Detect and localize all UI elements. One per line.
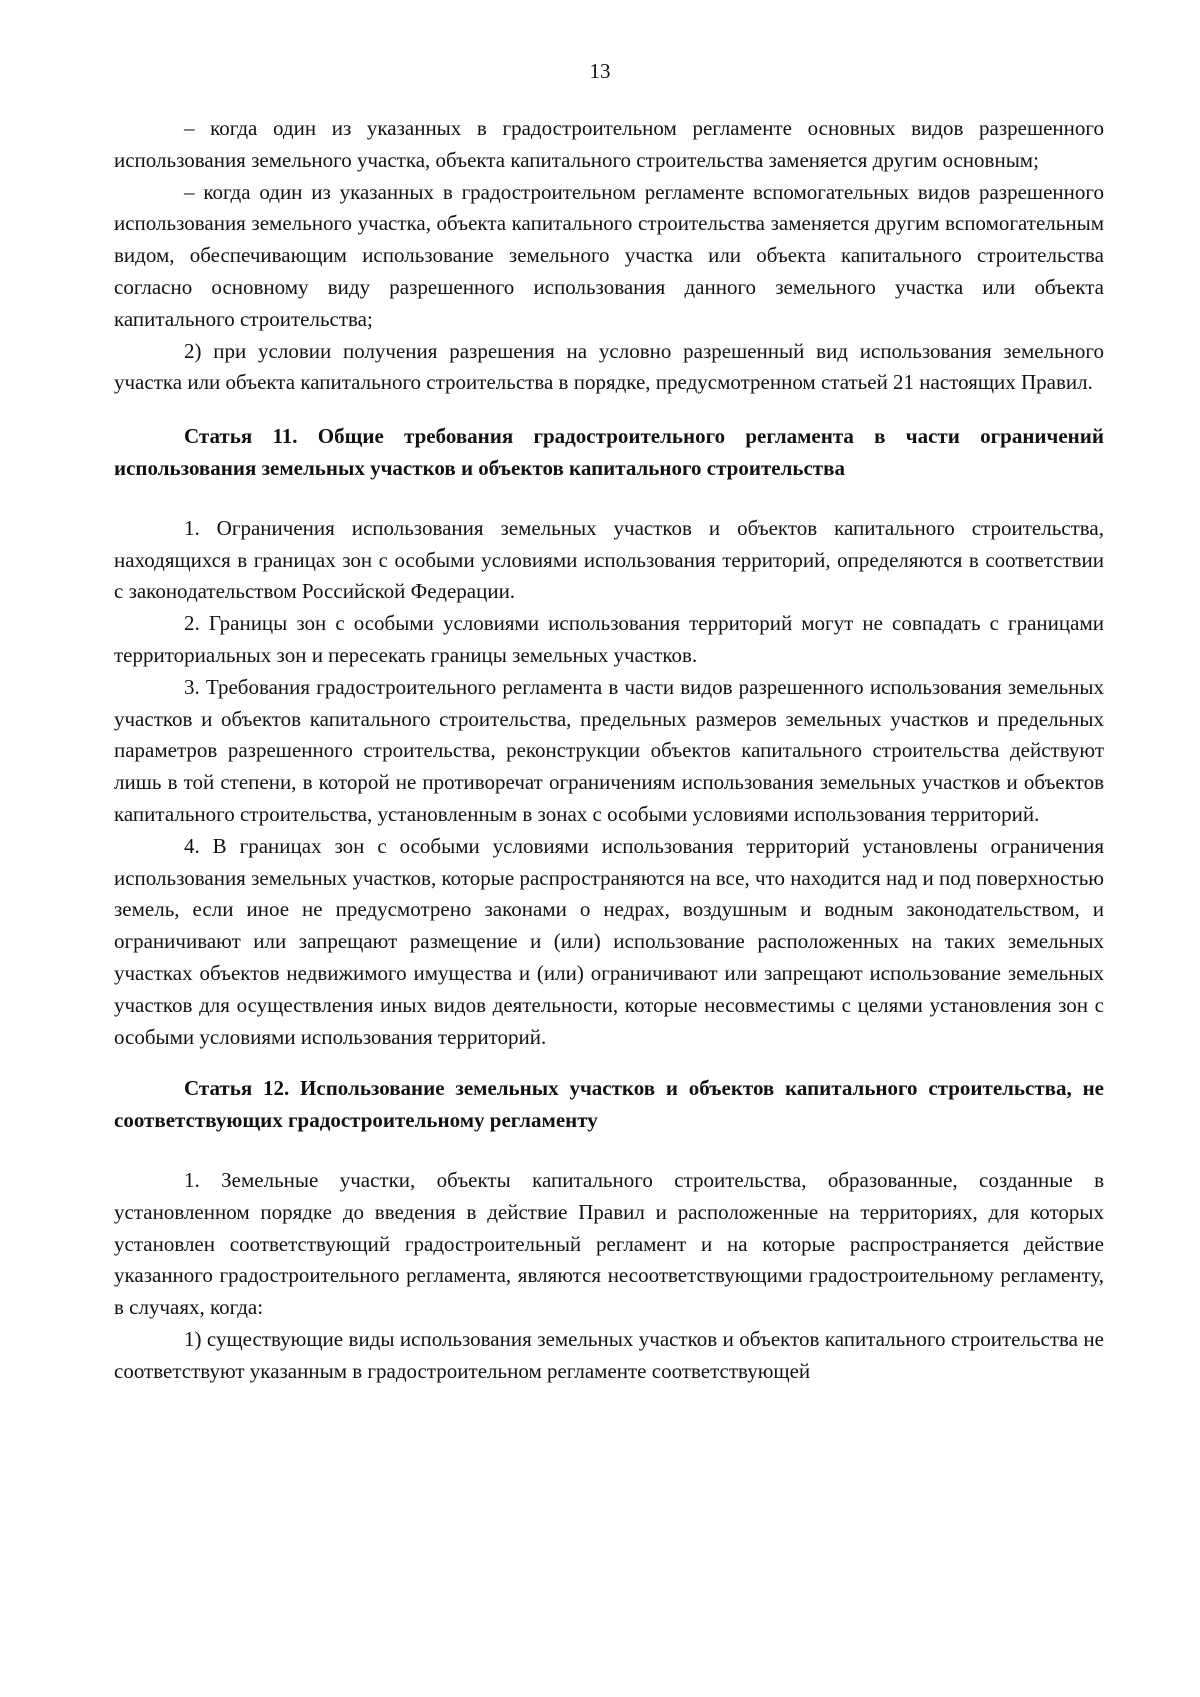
article-12-item-1-subitem-1: 1) существующие виды использования земельных участков и объектов капитального строительства не соответствуют указанным в градостроительном регламенте соответствующей xyxy=(114,1326,1104,1383)
paragraph-main-types-replacement: – когда один из указанных в градостроительном регламенте основных видов разрешенного использования земельного участка, объекта капитального строительства заменяется другим основным; xyxy=(114,116,1104,172)
paragraph-conditional-permission: 2) при условии получения разрешения на условно разрешенный вид использования земельного участка или объекта капитального строительства в порядке, предусмотренном статьей 21 настоящих Правил. xyxy=(114,338,1104,395)
article-12-item-1: 1. Земельные участки, объекты капитального строительства, образованные, созданные в установленном порядке до введения в действие Правил и расположенные на территориях, для которых установлен соответствующий градостроительный регламент и на которые распространяется действие указанного градостроительного регламента, являются несоответствующими градостроительному регламенту, в случаях, когда: xyxy=(114,1167,1104,1320)
article-11-item-1: 1. Ограничения использования земельных участков и объектов капитального строительства, находящихся в границах зон с особыми условиями использования территорий, определяются в соответствии с законодательством Российской Федерации. xyxy=(114,515,1104,604)
article-11-body xyxy=(114,513,1104,1054)
article-11-item-3: 3. Требования градостроительного регламента в части видов разрешенного использования земельных участков и объектов капитального строительства, предельных размеров земельных участков и предельных параметров разрешенного строительства, реконструкции объектов капитального строительства действуют лишь в той степени, в которой не противоречат ограничениям использования земельных участков и объектов капитального строительства, установленным в зонах с особыми условиями использования территорий. xyxy=(114,674,1104,826)
article-11-heading: Статья 11. Общие требования градостроительного регламента в части ограничений использования земельных участков и объектов капитального строительства xyxy=(114,424,1104,480)
page-number: 13 xyxy=(589,59,611,83)
article-12-body xyxy=(114,1165,1104,1388)
document-body xyxy=(114,113,1104,1387)
article-12-heading: Статья 12. Использование земельных участков и объектов капитального строительства, не соответствующих градостроительному регламенту xyxy=(114,1076,1104,1133)
article-11-item-4: 4. В границах зон с особыми условиями использования территорий установлены ограничения использования земельных участков, которые распространяются на все, что находится над и под поверхностью земель, если иное не предусмотрено законами о недрах, воздушным и водным законодательством, и ограничивают или запрещают размещение и (или) использование расположенных на таких земельных участках объектов недвижимого имущества и (или) ограничивают или запрещают использование земельных участков для осуществления иных видов деятельности, которые несовместимы с целями установления зон с особыми условиями использования территорий. xyxy=(114,833,1104,1049)
article-11-item-2: 2. Границы зон с особыми условиями использования территорий могут не совпадать с границами территориальных зон и пересекать границы земельных участков. xyxy=(114,611,1104,667)
paragraph-auxiliary-types-replacement: – когда один из указанных в градостроительном регламенте вспомогательных видов разрешенного использования земельного участка, объекта капитального строительства заменяется другим вспомогательным видом, обеспечивающим использование земельного участка или объекта капитального строительства согласно основному виду разрешенного использования данного земельного участка или объекта капитального строительства; xyxy=(114,179,1104,331)
